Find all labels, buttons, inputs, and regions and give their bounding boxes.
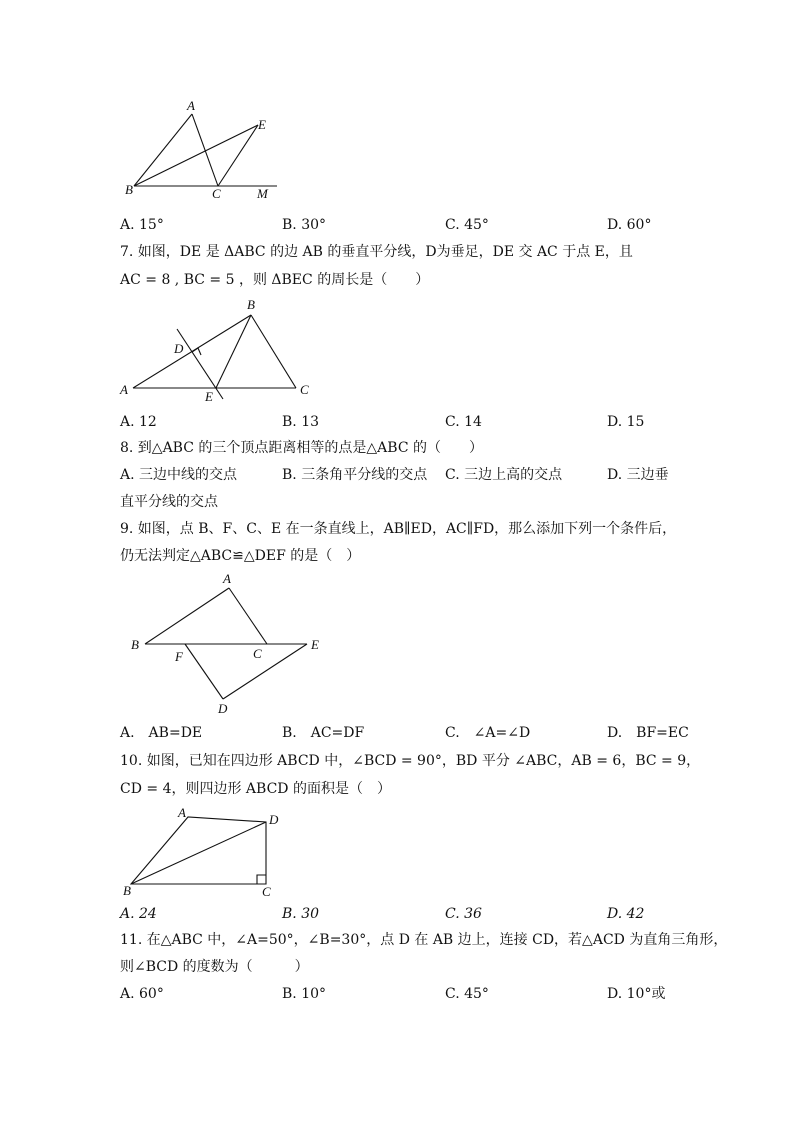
q11-line1: 11. 在△ABC 中，∠A=50°，∠B=30°，点 D 在 AB 边上，连接 CD，若△ACD 为直角三角形， xyxy=(120,932,728,948)
q8-option-d-continued: 直平分线的交点 xyxy=(120,494,218,510)
label-C: C xyxy=(212,186,221,201)
q8-option-b: B. 三条角平分线的交点 xyxy=(282,467,428,483)
q8-option-a: A. 三边中线的交点 xyxy=(120,467,238,483)
q9-option-c: C. ∠A=∠D xyxy=(445,725,531,741)
q10-option-a: A. 24 xyxy=(120,906,157,922)
q6-option-a: A. 15° xyxy=(120,217,164,233)
q10-option-b: B. 30 xyxy=(282,906,320,922)
label-C: C xyxy=(262,884,271,899)
q7-line1: 7. 如图，DE 是 ΔABC 的边 AB 的垂直平分线，D为垂足，DE 交 AC 于点 E，且 xyxy=(120,244,633,260)
label-E: E xyxy=(258,117,266,132)
figure-q9 xyxy=(125,568,330,720)
label-D: D xyxy=(218,701,228,716)
label-B: B xyxy=(131,637,139,652)
q10-line1: 10. 如图，已知在四边形 ABCD 中，∠BCD = 90°，BD 平分 ∠ABC，AB = 6，BC = 9， xyxy=(120,753,701,769)
figure-q7 xyxy=(115,295,325,407)
q8-line1: 8. 到△ABC 的三个顶点距离相等的点是△ABC 的（ ） xyxy=(120,440,483,456)
label-A: A xyxy=(120,382,128,397)
q7-option-b: B. 13 xyxy=(282,414,320,430)
q6-option-c: C. 45° xyxy=(445,217,489,233)
q7-option-a: A. 12 xyxy=(120,414,157,430)
label-D: D xyxy=(269,812,279,827)
label-E: E xyxy=(311,637,319,652)
label-M: M xyxy=(257,186,268,201)
q11-line2: 则∠BCD 的度数为（ ） xyxy=(120,959,309,975)
label-B: B xyxy=(123,883,131,898)
label-E: E xyxy=(205,389,213,404)
label-A: A xyxy=(223,571,231,586)
q10-option-d: D. 42 xyxy=(607,906,645,922)
q6-option-d: D. 60° xyxy=(607,217,652,233)
q11-option-b: B. 10° xyxy=(282,986,327,1002)
q7-option-d: D. 15 xyxy=(607,414,645,430)
q9-option-d: D. BF=EC xyxy=(607,725,689,741)
q10-option-c: C. 36 xyxy=(445,906,482,922)
label-A: A xyxy=(187,98,195,113)
label-A: A xyxy=(178,805,186,820)
q6-option-b: B. 30° xyxy=(282,217,327,233)
q7-line2: AC = 8 , BC = 5 ，则 ΔBEC 的周长是（ ） xyxy=(120,272,430,288)
q10-line2: CD = 4，则四边形 ABCD 的面积是（ ） xyxy=(120,781,391,797)
label-D: D xyxy=(174,341,184,356)
label-C: C xyxy=(253,646,262,661)
q8-option-c: C. 三边上高的交点 xyxy=(445,467,563,483)
q9-line1: 9. 如图，点 B、F、C、E 在一条直线上，AB∥ED，AC∥FD，那么添加下列一个条件后， xyxy=(120,521,677,537)
q8-option-d: D. 三边垂 xyxy=(607,467,669,483)
q9-option-b: B. AC=DF xyxy=(282,725,365,741)
q11-option-a: A. 60° xyxy=(120,986,164,1002)
figure-q6 xyxy=(115,98,285,208)
label-B: B xyxy=(125,182,133,197)
figure-q10 xyxy=(115,802,290,902)
q9-option-a: A. AB=DE xyxy=(120,725,203,741)
q11-option-d: D. 10°或 xyxy=(607,986,666,1002)
label-F: F xyxy=(175,649,183,664)
q9-line2: 仍无法判定△ABC≌△DEF 的是（ ） xyxy=(120,548,361,564)
q11-option-c: C. 45° xyxy=(445,986,489,1002)
label-B: B xyxy=(247,297,255,312)
q7-option-c: C. 14 xyxy=(445,414,482,430)
label-C: C xyxy=(300,382,309,397)
